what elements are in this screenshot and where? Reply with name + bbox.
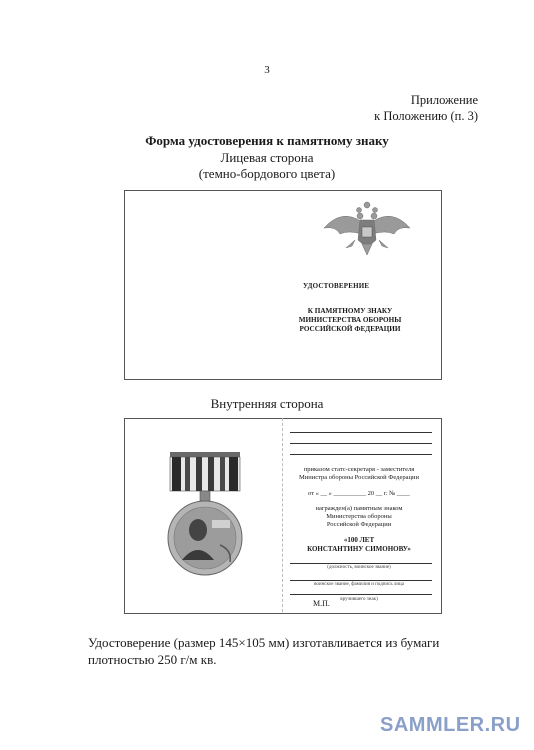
double-headed-eagle-icon xyxy=(322,200,412,256)
inner-line-6 xyxy=(290,594,432,595)
front-side-label: Лицевая сторона xyxy=(220,150,314,165)
inner-card-divider xyxy=(282,418,283,612)
footer-line2: плотностью 250 г/м кв. xyxy=(88,652,217,667)
form-title: Форма удостоверения к памятному знаку xyxy=(145,133,389,148)
awarded-line3: Российской Федерации xyxy=(326,521,392,528)
awarded-line2: Министерства обороны xyxy=(326,513,392,520)
inner-line-4 xyxy=(290,563,432,564)
order-line1: приказом статс-секретаря - заместителя xyxy=(303,466,415,473)
inner-line-1 xyxy=(290,432,432,433)
page-number: 3 xyxy=(264,64,270,76)
cert-subtitle xyxy=(260,307,440,334)
date-line: от « __ » __________ 20 __ г. № ____ xyxy=(308,490,410,497)
caption-position: (должность, воинское звание) xyxy=(327,565,391,570)
award-name xyxy=(284,536,434,554)
award-name-line1: «100 ЛЕТ xyxy=(343,536,375,544)
inner-side-label: Внутренняя сторона xyxy=(210,396,324,411)
inner-line-5 xyxy=(290,580,432,581)
award-name-line2: КОНСТАНТИНУ СИМОНОВУ» xyxy=(307,545,411,553)
cert-sub-line3: РОССИЙСКОЙ ФЕДЕРАЦИИ xyxy=(299,325,401,333)
order-line2: Министра обороны Российской Федерации xyxy=(299,474,419,481)
inner-line-3 xyxy=(290,454,432,455)
stamp-mark: М.П. xyxy=(313,599,330,608)
cert-title: УДОСТОВЕРЕНИЕ xyxy=(303,282,370,290)
front-side-color-note: (темно-бордового цвета) xyxy=(198,166,336,181)
footer-line1: Удостоверение (размер 145×105 мм) изготавливается из бумаги xyxy=(88,635,440,650)
awarded-line1: награжден(а) памятным знаком xyxy=(315,505,403,512)
watermark-logo: SAMMLER.RU xyxy=(380,714,521,736)
caption-issuer: вручившего знак) xyxy=(340,597,378,602)
medal-icon xyxy=(160,450,250,580)
caption-name: воинское звание, фамилия и подпись лица xyxy=(314,582,404,587)
appendix-line1: Приложение xyxy=(410,93,478,107)
appendix-note xyxy=(300,92,478,124)
inner-line-2 xyxy=(290,443,432,444)
footer-text xyxy=(88,634,478,668)
appendix-line2: к Положению (п. 3) xyxy=(374,109,478,123)
cert-sub-line1: К ПАМЯТНОМУ ЗНАКУ xyxy=(307,307,393,315)
awarded-text xyxy=(284,505,434,529)
order-text xyxy=(284,466,434,482)
cert-sub-line2: МИНИСТЕРСТВА ОБОРОНЫ xyxy=(298,316,402,324)
